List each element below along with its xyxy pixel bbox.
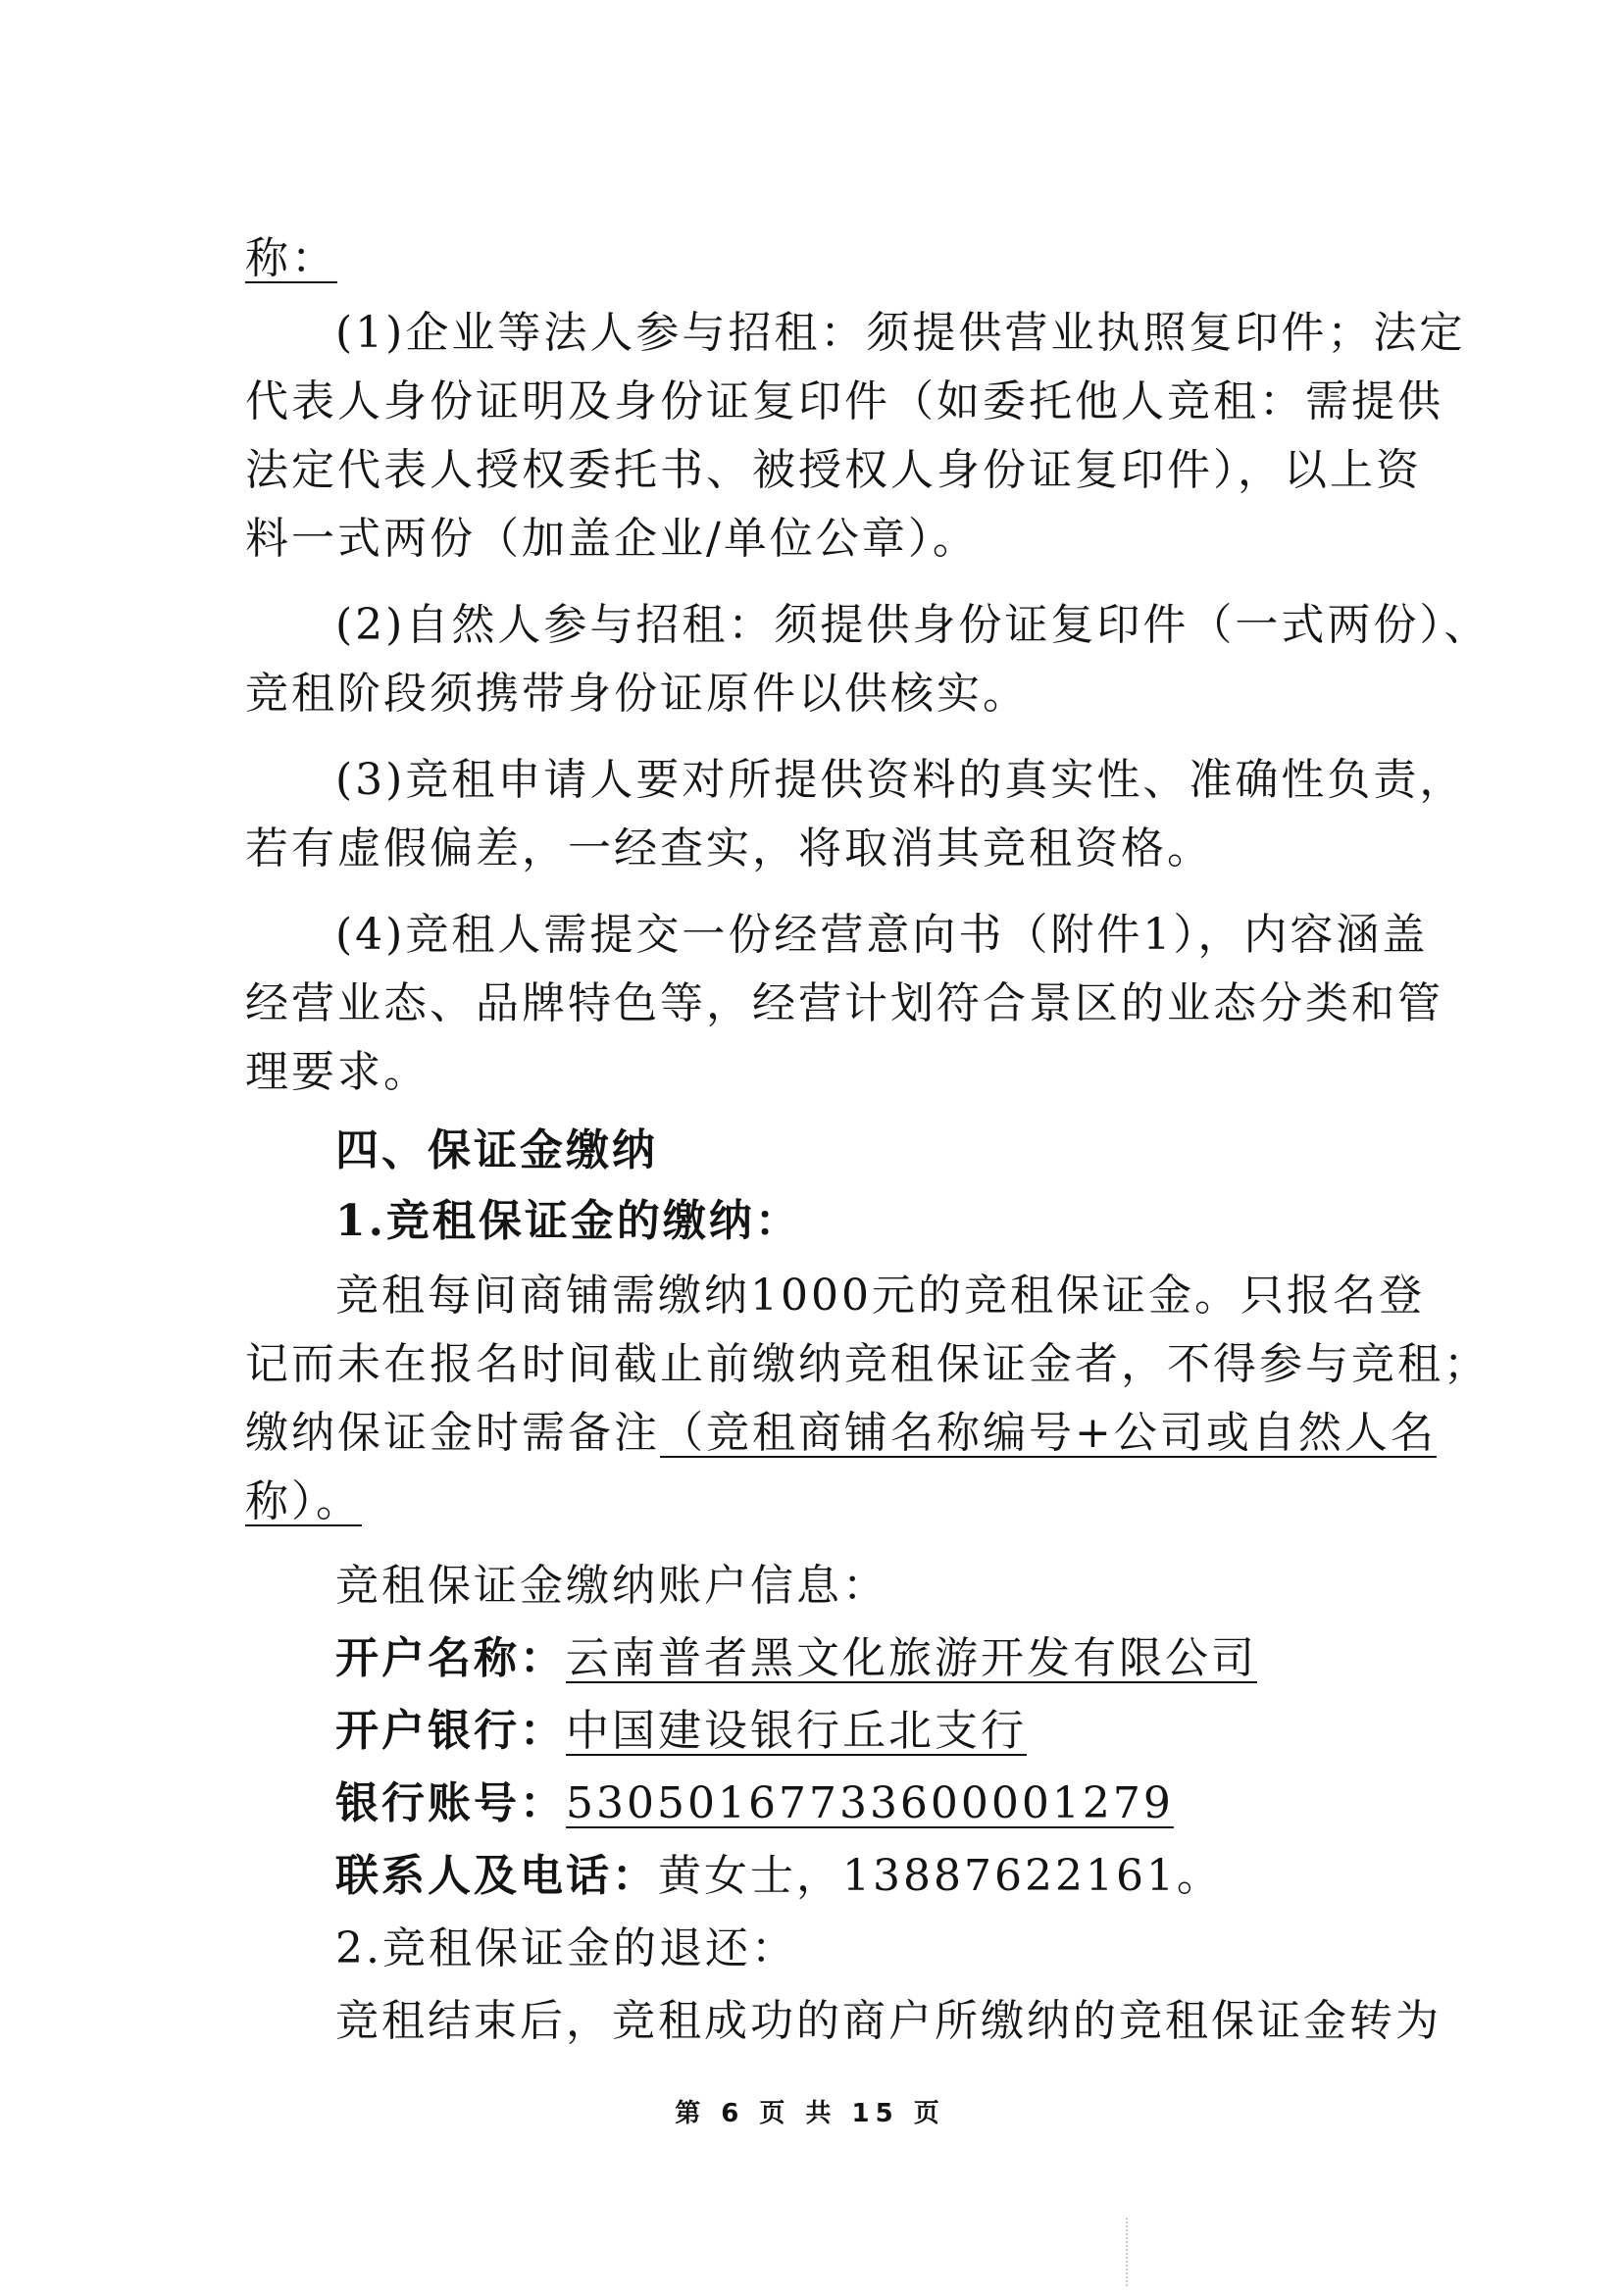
paragraph-item-2: (2)自然人参与招租：须提供身份证复印件（一式两份）、	[335, 600, 1491, 650]
subsection-heading: 1.竞租保证金的缴纳：	[335, 1196, 801, 1246]
text-line: 经营业态、品牌特色等，经营计划符合景区的业态分类和管	[245, 978, 1443, 1028]
text-line: 记而未在报名时间截止前缴纳竞租保证金者，不得参与竞租；	[245, 1339, 1490, 1389]
text-line: 称）。	[245, 1476, 362, 1526]
paragraph-item-3: (3)竞租申请人要对所提供资料的真实性、准确性负责，	[335, 755, 1466, 805]
paragraph-item-1: (1)企业等法人参与招租：须提供营业执照复印件；法定	[335, 308, 1466, 358]
page-number: 第 6 页 共 15 页	[675, 2099, 945, 2128]
text-line: 竞租每间商铺需缴纳1000元的竞租保证金。只报名登	[335, 1271, 1425, 1321]
scan-artifact	[1126, 2218, 1129, 2286]
account-number-row: 银行账号：53050167733600001279	[335, 1778, 1174, 1828]
text-line: 竞租阶段须携带身份证原件以供核实。	[245, 669, 1029, 719]
contact-row: 联系人及电话：黄女士，13887622161。	[335, 1851, 1223, 1901]
account-info-heading: 竞租保证金缴纳账户信息：	[335, 1561, 888, 1611]
text-line: 料一式两份（加盖企业/单位公章）。	[245, 514, 979, 564]
text-line: 法定代表人授权委托书、被授权人身份证复印件），以上资	[245, 445, 1422, 495]
section-heading: 四、保证金缴纳	[335, 1125, 658, 1175]
subsection-heading: 2.竞租保证金的退还：	[335, 1923, 797, 1973]
text-line: 竞租结束后，竞租成功的商户所缴纳的竞租保证金转为	[335, 1996, 1442, 2046]
account-bank-row: 开户银行：中国建设银行丘北支行	[335, 1706, 1027, 1756]
text-line: 理要求。	[245, 1047, 430, 1097]
text-line: 称：	[245, 233, 337, 283]
text-line: 代表人身份证明及身份证复印件（如委托他人竞租：需提供	[245, 376, 1443, 426]
text-line: 缴纳保证金时需备注（竞租商铺名称编号+公司或自然人名	[245, 1408, 1437, 1458]
account-name-row: 开户名称：云南普者黑文化旅游开发有限公司	[335, 1633, 1257, 1683]
text-line: 若有虚假偏差，一经查实，将取消其竞租资格。	[245, 824, 1213, 873]
paragraph-item-4: (4)竞租人需提交一份经营意向书（附件1），内容涵盖	[335, 910, 1429, 960]
